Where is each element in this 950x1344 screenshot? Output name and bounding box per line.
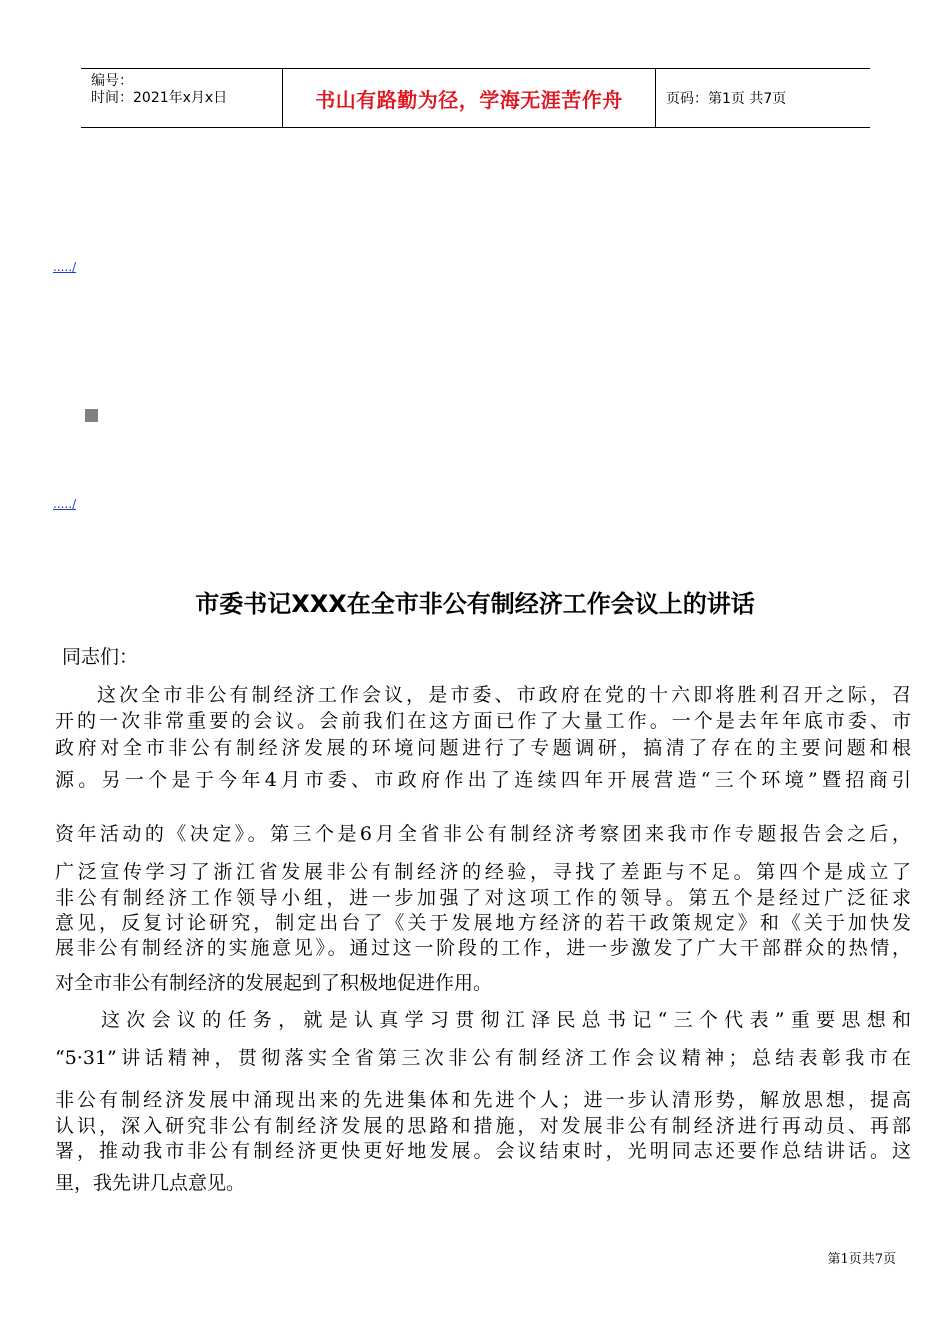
ellipsis-link-1[interactable]: ...../: [53, 260, 77, 274]
header-meta-cell: [81, 69, 282, 127]
p2-line: 非公有制经济发展中涌现出来的先进集体和先进个人；进一步认清形势，解放思想，提高: [55, 1089, 911, 1111]
p2-line: 里，我先讲几点意见。: [55, 1172, 246, 1194]
p1-line: 开的一次非常重要的会议。会前我们在这方面已作了大量工作。一个是去年年底市委、市: [55, 710, 911, 732]
p2-line: “5·31”讲话精神，贯彻落实全省第三次非公有制经济工作会议精神；总结表彰我市在: [55, 1047, 911, 1069]
p1-line: 展非公有制经济的实施意见》。通过这一阶段的工作，进一步激发了广大干部群众的热情，: [55, 937, 911, 959]
broken-image-icon: [85, 409, 98, 422]
motto-text: 书山有路勤为径，学海无涯苦作舟: [315, 87, 623, 112]
p2-line: 认识，深入研究非公有制经济发展的思路和措施，对发展非公有制经济进行再动员、再部: [55, 1115, 911, 1137]
header-page-cell: [656, 69, 870, 127]
page-label: 页码：第1页 共7页: [666, 91, 787, 107]
p1-line: 资年活动的《决定》。第三个是6月全省非公有制经济考察团来我市作专题报告会之后，: [55, 823, 911, 845]
p1-line: 源。另一个是于今年4月市委、市政府作出了连续四年开展营造“三个环境”暨招商引: [55, 769, 911, 791]
p1-line: 广泛宣传学习了浙江省发展非公有制经济的经验，寻找了差距与不足。第四个是成立了: [55, 861, 911, 883]
document-title: 市委书记XXX在全市非公有制经济工作会议上的讲话: [195, 590, 755, 618]
p1-line: 这次全市非公有制经济工作会议，是市委、市政府在党的十六即将胜利召开之际，召: [97, 684, 911, 706]
salutation-text: 同志们：: [62, 646, 139, 668]
ellipsis-link-2[interactable]: ...../: [53, 497, 77, 511]
header-table: [81, 68, 870, 128]
p1-line: 政府对全市非公有制经济发展的环境问题进行了专题调研，搞清了存在的主要问题和根: [55, 737, 911, 759]
header-motto-cell: [282, 69, 656, 127]
p2-line: 这次会议的任务，就是认真学习贯彻江泽民总书记“三个代表”重要思想和: [101, 1009, 911, 1031]
p1-line: 非公有制经济工作领导小组，进一步加强了对这项工作的领导。第五个是经过广泛征求: [55, 887, 911, 909]
number-label: 编号：: [91, 73, 133, 89]
time-label: 时间：2021年x月x日: [91, 90, 228, 106]
p1-line: 意见，反复讨论研究，制定出台了《关于发展地方经济的若干政策规定》和《关于加快发: [55, 912, 911, 934]
p1-line: 对全市非公有制经济的发展起到了积极地促进作用。: [55, 972, 493, 994]
page-footer: 第1页共7页: [827, 1252, 896, 1267]
salutation: [62, 642, 918, 669]
p2-line: 署，推动我市非公有制经济更快更好地发展。会议结束时，光明同志还要作总结讲话。这: [55, 1140, 911, 1162]
